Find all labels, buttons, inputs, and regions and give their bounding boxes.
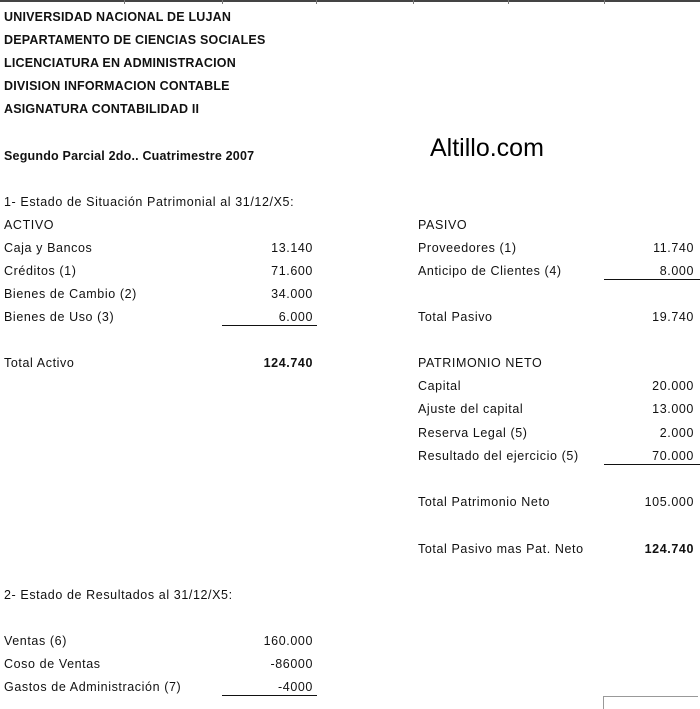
subtotal-underline <box>222 325 317 326</box>
activo-item-label: Bienes de Uso (3) <box>4 310 115 324</box>
results-item-label: Gastos de Administración (7) <box>4 680 182 694</box>
university-name: UNIVERSIDAD NACIONAL DE LUJAN <box>4 10 232 24</box>
column-tick <box>604 0 605 4</box>
subtotal-underline <box>222 695 317 696</box>
pn-item-value: 13.000 <box>652 402 694 416</box>
activo-item-value: 71.600 <box>271 264 313 278</box>
watermark-text: Altillo.com <box>430 134 544 162</box>
subtotal-underline <box>604 464 700 465</box>
results-item-label: Ventas (6) <box>4 634 67 648</box>
pn-item-label: Capital <box>418 379 462 393</box>
total-pn-value: 105.000 <box>644 495 694 509</box>
activo-item-value: 34.000 <box>271 287 313 301</box>
course-name: ASIGNATURA CONTABILIDAD II <box>4 102 200 116</box>
total-pasivo-label: Total Pasivo <box>418 310 493 324</box>
pn-item-value: 70.000 <box>652 449 694 463</box>
column-tick <box>508 0 509 4</box>
department-name: DEPARTAMENTO DE CIENCIAS SOCIALES <box>4 33 266 47</box>
results-item-value: -4000 <box>278 680 313 694</box>
results-title: 2- Estado de Resultados al 31/12/X5: <box>4 588 233 602</box>
degree-name: LICENCIATURA EN ADMINISTRACION <box>4 56 236 70</box>
total-activo-label: Total Activo <box>4 356 75 370</box>
total-pn-label: Total Patrimonio Neto <box>418 495 551 509</box>
column-tick <box>222 0 223 4</box>
pasivo-heading: PASIVO <box>418 218 468 232</box>
top-border-line <box>0 0 700 2</box>
subtotal-underline <box>604 279 700 280</box>
pn-item-value: 20.000 <box>652 379 694 393</box>
results-item-value: -86000 <box>270 657 313 671</box>
pn-heading: PATRIMONIO NETO <box>418 356 543 370</box>
results-item-value: 160.000 <box>263 634 313 648</box>
activo-item-value: 6.000 <box>278 310 313 324</box>
grand-total-value: 124.740 <box>644 542 694 556</box>
grand-total-label: Total Pasivo mas Pat. Neto <box>418 542 584 556</box>
results-item-label: Coso de Ventas <box>4 657 101 671</box>
pasivo-item-value: 11.740 <box>653 241 694 255</box>
total-pasivo-value: 19.740 <box>652 310 694 324</box>
balance-title: 1- Estado de Situación Patrimonial al 31/12/X5: <box>4 195 295 209</box>
activo-item-label: Créditos (1) <box>4 264 77 278</box>
column-tick <box>124 0 125 4</box>
activo-item-label: Bienes de Cambio (2) <box>4 287 137 301</box>
pasivo-item-value: 8.000 <box>659 264 694 278</box>
pn-item-value: 2.000 <box>659 426 694 440</box>
pasivo-item-label: Proveedores (1) <box>418 241 517 255</box>
pn-item-label: Ajuste del capital <box>418 402 524 416</box>
pn-item-label: Reserva Legal (5) <box>418 426 528 440</box>
pasivo-item-label: Anticipo de Clientes (4) <box>418 264 562 278</box>
division-name: DIVISION INFORMACION CONTABLE <box>4 79 230 93</box>
activo-item-label: Caja y Bancos <box>4 241 93 255</box>
cell-border <box>603 696 698 709</box>
exam-title: Segundo Parcial 2do.. Cuatrimestre 2007 <box>4 149 255 163</box>
column-tick <box>413 0 414 4</box>
column-tick <box>316 0 317 4</box>
activo-heading: ACTIVO <box>4 218 55 232</box>
pn-item-label: Resultado del ejercicio (5) <box>418 449 579 463</box>
activo-item-value: 13.140 <box>271 241 313 255</box>
total-activo-value: 124.740 <box>263 356 313 370</box>
